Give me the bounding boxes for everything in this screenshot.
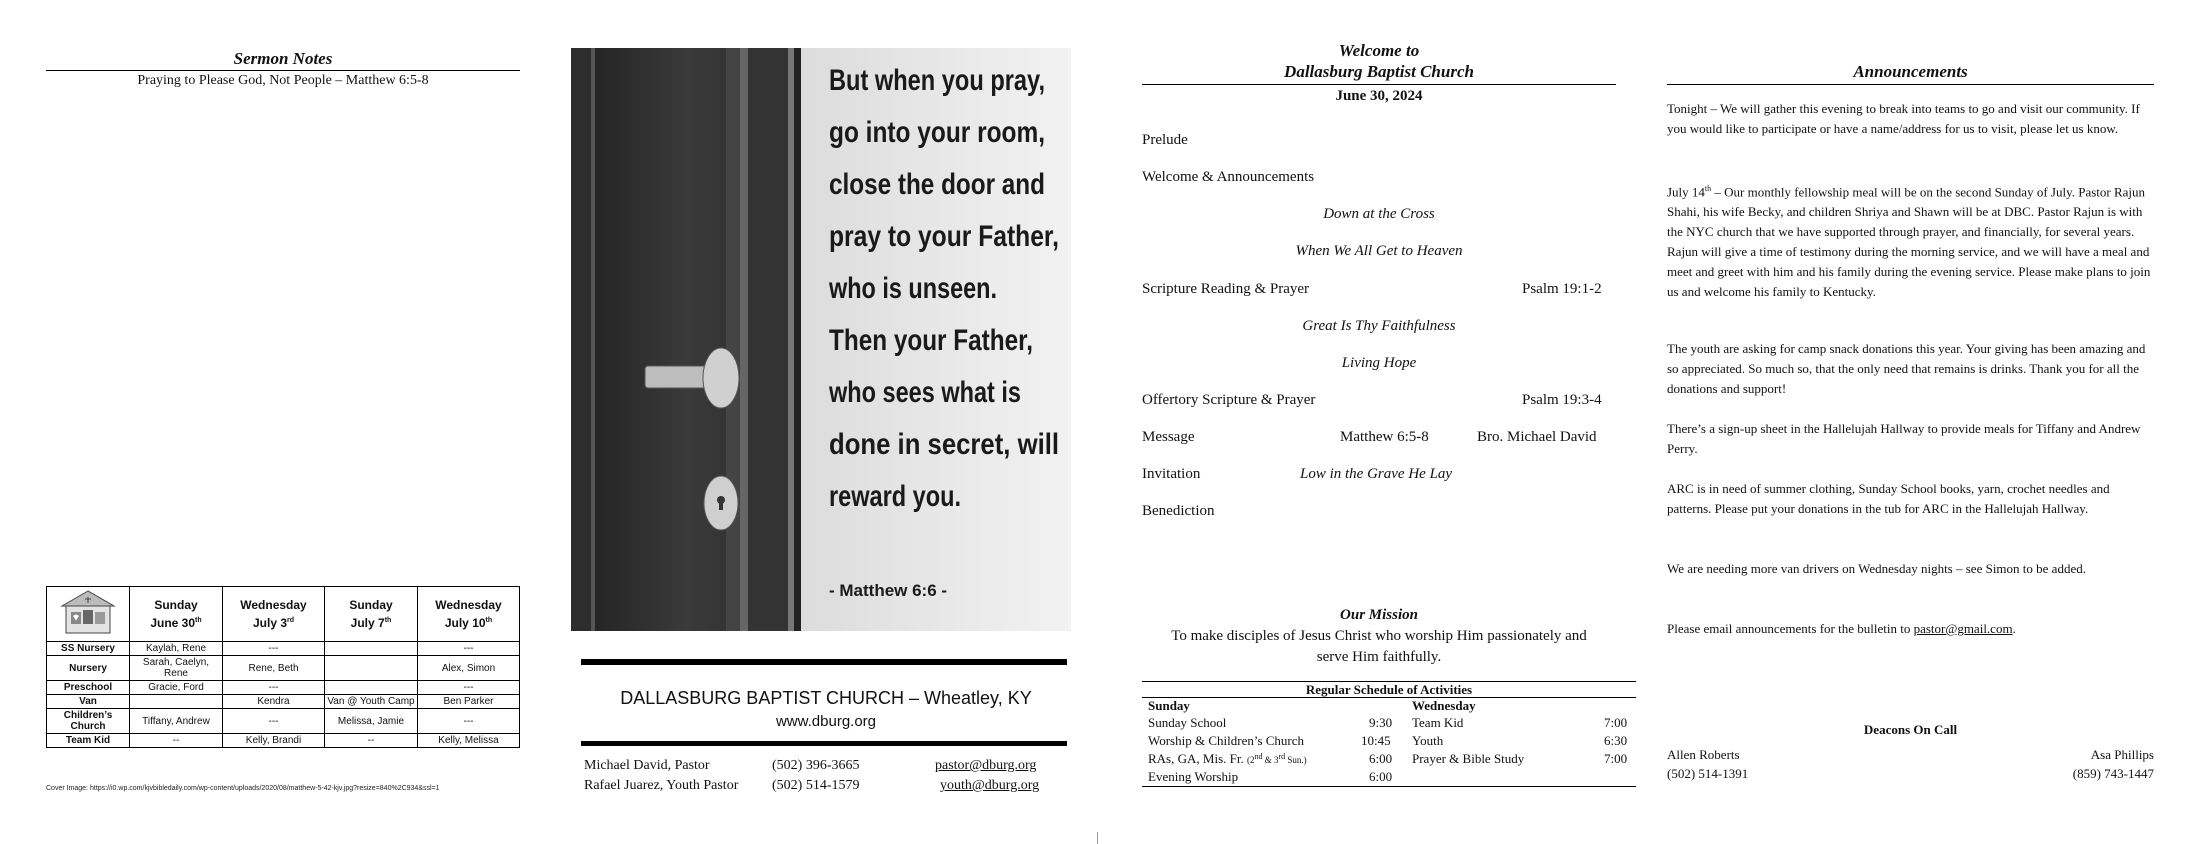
schedule-item: Youth: [1412, 733, 1444, 748]
announcement-email-line: Please email announcements for the bulletin to pastor@gmail.com.: [1667, 621, 2016, 636]
deacons-title: Deacons On Call: [1863, 722, 1958, 737]
service-song: Great Is Thy Faithfulness: [1302, 318, 1456, 334]
fold-mark: [1097, 832, 1098, 844]
church-logo-icon: [58, 588, 118, 636]
cover-verse-line: reward you.: [829, 480, 961, 513]
schedule-time: 7:00: [1604, 715, 1628, 730]
cover-verse-line: close the door and: [829, 168, 1045, 201]
table-row: Nursery Sarah, Caelyn, Rene Rene, Beth Alex, Simon: [47, 656, 520, 681]
service-item-welcome: Welcome & Announcements: [1142, 169, 1315, 185]
service-item-speaker: Bro. Michael David: [1477, 429, 1597, 445]
schedule-time: 7:00: [1604, 751, 1628, 766]
announcements-title: Announcements: [1853, 62, 1968, 81]
deacon-name: Asa Phillips: [2090, 747, 2154, 762]
cover-verse-line: go into your room,: [829, 116, 1045, 149]
deacon-phone: (859) 743-1447: [2072, 766, 2154, 781]
staff-phone: (502) 396-3665: [772, 758, 860, 773]
divider-rule: [581, 659, 1067, 665]
welcome-rule: [1142, 84, 1616, 85]
service-item-scripture-ref: Psalm 19:1-2: [1522, 281, 1602, 297]
cover-verse-reference: - Matthew 6:6 -: [829, 581, 948, 600]
deacon-phone: (502) 514-1391: [1667, 766, 1749, 781]
schedule-wednesday-heading: Wednesday: [1412, 698, 1476, 713]
service-date: June 30, 2024: [1335, 88, 1423, 104]
service-item-message-ref: Matthew 6:5-8: [1340, 429, 1429, 445]
staff-row: [584, 778, 1084, 798]
deacon-entry: [1667, 745, 1748, 783]
schedule-time: 6:30: [1604, 733, 1628, 748]
schedule-item: Team Kid: [1412, 715, 1464, 730]
table-row: Children’s Church Tiffany, Andrew --- Melissa, Jamie ---: [47, 709, 520, 734]
schedule-time: 10:45: [1361, 733, 1391, 748]
welcome-heading: Welcome to: [1338, 41, 1420, 60]
church-heading: Dallasburg Baptist Church: [1284, 62, 1474, 81]
service-song: When We All Get to Heaven: [1295, 243, 1463, 259]
schedule-rule: [1142, 697, 1636, 698]
schedule-time: 6:00: [1369, 769, 1393, 784]
service-item-invitation: Invitation: [1142, 466, 1201, 482]
schedule-sunday-heading: Sunday: [1148, 698, 1190, 713]
table-col-header: Wednesday July 3rd: [223, 587, 325, 642]
table-col-header: Sunday July 7th: [325, 587, 418, 642]
deacon-name: Allen Roberts: [1667, 747, 1740, 762]
schedule-time: 9:30: [1369, 715, 1393, 730]
service-song: Living Hope: [1341, 355, 1417, 371]
schedule-time: 6:00: [1369, 751, 1393, 766]
cover-image-credit: Cover Image: https://i0.wp.com/kjvbibledaily.com/wp-content/uploads/2020/08/matthew-5-42-kjv.jpg?resize=840%2C934&ssl=1: [46, 785, 440, 792]
service-item-offertory: Offertory Scripture & Prayer: [1142, 392, 1316, 408]
service-item-benediction: Benediction: [1142, 503, 1215, 519]
announcements-rule: [1667, 84, 2154, 85]
announcement-paragraph: ARC is in need of summer clothing, Sunday School books, yarn, crochet needles and patterns. Please put your donations in the tub for ARC in the Hallelujah Hallway.: [1667, 481, 2110, 516]
table-row: Team Kid -- Kelly, Brandi -- Kelly, Melissa: [47, 734, 520, 748]
announcement-paragraph: We are needing more van drivers on Wednesday nights – see Simon to be added.: [1667, 561, 2086, 576]
service-song: Low in the Grave He Lay: [1300, 466, 1453, 482]
mission-title: Our Mission: [1340, 607, 1418, 623]
deacon-entry: [2034, 745, 2154, 783]
cover-verse-line: done in secret, will: [829, 428, 1059, 461]
staff-row: [584, 758, 1084, 778]
church-name: DALLASBURG BAPTIST CHURCH – Wheatley, KY: [620, 688, 1032, 708]
staff-email-link[interactable]: pastor@dburg.org: [935, 758, 1037, 773]
announcements-email-link[interactable]: pastor@gmail.com: [1913, 621, 2013, 636]
cover-image: [571, 48, 1071, 631]
staff-phone: (502) 514-1579: [772, 778, 860, 793]
church-website[interactable]: www.dburg.org: [775, 713, 877, 730]
schedule-title: Regular Schedule of Activities: [1305, 682, 1473, 697]
divider-rule: [581, 741, 1067, 746]
schedule-item: Evening Worship: [1148, 769, 1239, 784]
service-item-offertory-ref: Psalm 19:3-4: [1522, 392, 1602, 408]
announcement-paragraph: There’s a sign-up sheet in the Hallelujah Hallway to provide meals for Tiffany and Andrew Perry.: [1667, 421, 2141, 456]
schedule-item: Prayer & Bible Study: [1412, 751, 1525, 766]
announcement-paragraph: Tonight – We will gather this evening to break into teams to go and visit our community. If you would like to participate or have a name/address for us to visit, please let us know.: [1667, 101, 2140, 136]
cover-verse-line: who sees what is: [828, 376, 1021, 409]
schedule-rule: [1142, 786, 1636, 787]
staff-name: Michael David, Pastor: [584, 758, 710, 773]
schedule-item: Worship & Children’s Church: [1148, 733, 1305, 748]
table-col-header: Sunday June 30th: [130, 587, 223, 642]
service-song: Down at the Cross: [1323, 206, 1435, 222]
schedule-item: Sunday School: [1148, 715, 1227, 730]
table-logo-cell: [47, 587, 130, 642]
cover-image-url[interactable]: https://i0.wp.com/kjvbibledaily.com/wp-content/uploads/2020/08/matthew-5-42-kjv.jpg?resize=840%2C934&ssl=1: [89, 785, 440, 792]
cover-verse-line: Then your Father,: [829, 324, 1033, 357]
service-item-scripture: Scripture Reading & Prayer: [1142, 281, 1310, 297]
table-col-header: Wednesday July 10th: [418, 587, 520, 642]
service-item-message: Message: [1142, 429, 1195, 445]
cover-verse-line: who is unseen.: [828, 272, 997, 305]
table-row: SS Nursery Kaylah, Rene --- ---: [47, 642, 520, 656]
schedule-item: RAs, GA, Mis. Fr. (2nd & 3rd Sun.): [1148, 751, 1307, 766]
table-row: Preschool Gracie, Ford --- ---: [47, 681, 520, 695]
sermon-title-rule: [46, 70, 520, 71]
staff-name: Rafael Juarez, Youth Pastor: [584, 778, 739, 793]
sermon-subtitle: Praying to Please God, Not People – Matthew 6:5-8: [137, 73, 429, 88]
announcement-paragraph: The youth are asking for camp snack donations this year. Your giving has been amazing and so appreciated. So much so, that the only need that remains is drinks. Thank you for all the donations and support!: [1667, 341, 2146, 396]
mission-text: To make disciples of Jesus Christ who worship Him passionately and serve Him faithfully.: [1171, 628, 1587, 665]
volunteer-schedule-table: [46, 586, 520, 748]
staff-email-link[interactable]: youth@dburg.org: [940, 778, 1040, 793]
table-row: Van Kendra Van @ Youth Camp Ben Parker: [47, 695, 520, 709]
cover-image-svg: [571, 48, 1071, 631]
cover-verse-line: But when you pray,: [829, 64, 1045, 97]
cover-verse-line: pray to your Father,: [829, 220, 1059, 253]
announcement-paragraph: July 14th – Our monthly fellowship meal will be on the second Sunday of July. Pastor Rajun Shahi, his wife Becky, and children Shriya and Shawn will be at DBC. Pastor Rajun is with the NYC church that we have supported through prayer, and financially, for several years. Rajun will give a time of testimony during the morning service, and we will have a meal and meet and greet with him and his family during the evening service. Please make plans to join us and welcome his family to Kentucky.: [1667, 184, 2151, 300]
sermon-notes-title: Sermon Notes: [233, 49, 333, 68]
service-item-prelude: Prelude: [1142, 132, 1188, 148]
